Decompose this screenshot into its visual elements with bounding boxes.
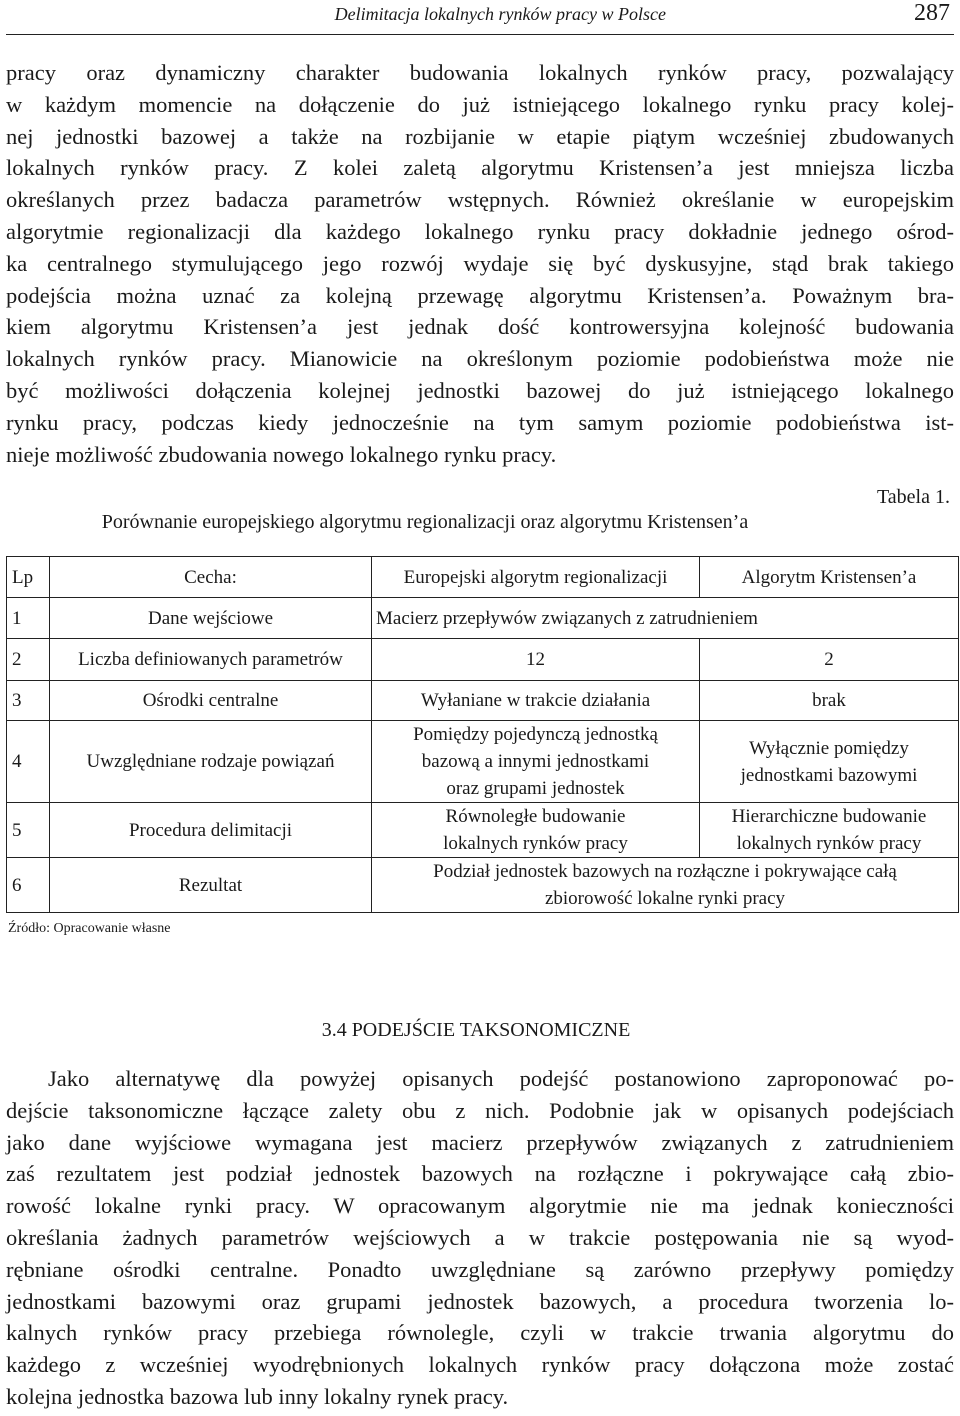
row-number: 1 <box>7 598 50 639</box>
table-row <box>7 803 959 858</box>
section-heading-text: 3.4 PODEJŚCIE TAKSONOMICZNE <box>321 1019 631 1041</box>
row-feature: Rezultat <box>50 858 372 913</box>
cell-line: jednostkami bazowymi <box>740 764 918 786</box>
text-line: rębniane ośrodki centralne. Ponadto uwzględniane są zarówno przepływy pomiędzy <box>6 1256 954 1282</box>
text-line: Jako alternatywę dla powyżej opisanych podejść postanowiono zaproponować po- <box>48 1066 954 1091</box>
running-title: Delimitacja lokalnych rynków pracy w Polsce <box>334 4 666 24</box>
table-row <box>7 639 959 681</box>
text-line: rowość lokalne rynki pracy. W opracowanym algorytmie nie ma jednak konieczności <box>6 1193 954 1219</box>
text-line: nej jednostki bazowej a także na rozbijanie w etapie piątym wcześniej zbudowanych <box>6 123 954 149</box>
table-row <box>7 858 959 913</box>
row-feature: Uwzględniane rodzaje powiązań <box>50 721 372 803</box>
text-line: dejście taksonomiczne łączące zalety obu z nich. Podobnie jak w opisanych podejściach <box>6 1097 954 1123</box>
header-feature: Cecha: <box>50 557 372 598</box>
running-header <box>6 0 954 35</box>
table-row <box>7 721 959 803</box>
row-european-value <box>372 721 700 803</box>
text-line: lokalnych rynków pracy. Mianowicie na określonym poziomie podobieństwa może nie <box>6 346 954 372</box>
text-line: nieje możliwość zbudowania nowego lokalnego rynku pracy. <box>6 441 557 467</box>
page-number: 287 <box>914 0 950 26</box>
row-kristensen-value: brak <box>700 681 959 721</box>
text-line: każdego z wcześniej wyodrębnionych lokalnych rynków pracy dołączona może zostać <box>6 1352 954 1378</box>
row-european-value <box>372 803 700 858</box>
header-european: Europejski algorytm regionalizacji <box>372 557 700 598</box>
text-line: lokalnych rynków pracy. Z kolei zaletą algorytmu Kristensen’a jest mniejsza liczba <box>6 155 954 181</box>
header-lp: Lp <box>7 557 50 598</box>
table-caption: Porównanie europejskiego algorytmu regionalizacji oraz algorytmu Kristensen’a <box>101 511 749 533</box>
row-number: 3 <box>7 681 50 721</box>
text-line: kiem algorytmu Kristensen’a jest jednak dość kontrowersyjna kolejność budowania <box>6 314 954 340</box>
header-kristensen: Algorytm Kristensen’a <box>700 557 959 598</box>
text-line: kalnych rynków pracy przebiega równolegle, czyli w trakcie trwania algorytmu do <box>6 1320 954 1346</box>
row-european-value: 12 <box>372 639 700 681</box>
row-number: 4 <box>7 721 50 803</box>
row-merged-value: Macierz przepływów związanych z zatrudnieniem <box>372 598 959 639</box>
text-line: zaś rezultatem jest podział jednostek bazowych na rozłączne i pokrywające całą zbio- <box>6 1161 954 1187</box>
table-header-row <box>7 557 959 598</box>
cell-line: Podział jednostek bazowych na rozłączne i pokrywające całą <box>433 861 897 882</box>
cell-line: lokalnych rynków pracy <box>736 833 922 854</box>
cell-line: lokalnych rynków pracy <box>443 833 628 854</box>
text-line: podejścia można uznać za kolejną przewagę algorytmu Kristensen’a. Poważnym bra- <box>6 282 954 308</box>
table-row <box>7 681 959 721</box>
row-feature: Procedura delimitacji <box>50 803 372 858</box>
cell-line: Pomiędzy pojedynczą jednostką <box>413 724 658 745</box>
row-kristensen-value: 2 <box>700 639 959 681</box>
cell-line: zbiorowość lokalne rynki pracy <box>544 888 786 909</box>
body-paragraph-2 <box>6 1063 954 1413</box>
text-line: jako dane wyjściowe wymagana jest macierz przepływów związanych z zatrudnieniem <box>6 1129 954 1155</box>
table-source-note: Źródło: Opracowanie własne <box>8 921 171 936</box>
body-paragraph-1 <box>6 57 954 470</box>
table-row <box>7 598 959 639</box>
text-line: ka centralnego stymulującego jego rozwój wydaje się być dyskusyjne, stąd brak takiego <box>6 250 954 276</box>
row-feature: Ośrodki centralne <box>50 681 372 721</box>
comparison-table <box>6 556 959 913</box>
cell-line: oraz grupami jednostek <box>446 778 625 799</box>
row-merged-value <box>372 858 959 913</box>
text-line: kolejna jednostka bazowa lub inny lokalny rynek pracy. <box>6 1383 509 1409</box>
text-line: określanych przez badacza parametrów wstępnych. Również określanie w europejskim <box>6 187 954 213</box>
row-european-value: Wyłaniane w trakcie działania <box>372 681 700 721</box>
text-line: w każdym momencie na dołączenie do już istniejącego lokalnego rynku pracy kolej- <box>6 91 954 117</box>
row-feature: Liczba definiowanych parametrów <box>50 639 372 681</box>
table-label: Tabela 1. <box>876 486 950 508</box>
text-line: pracy oraz dynamiczny charakter budowania lokalnych rynków pracy, pozwalający <box>6 60 954 85</box>
row-kristensen-value <box>700 721 959 803</box>
text-line: jednostkami bazowymi oraz grupami jednostek bazowych, a procedura tworzenia lo- <box>6 1288 954 1314</box>
cell-line: Równoległe budowanie <box>445 806 626 827</box>
text-line: być możliwości dołączenia kolejnej jednostki bazowej do już istniejącego lokalnego <box>6 377 954 403</box>
row-number: 6 <box>7 858 50 913</box>
text-line: algorytmie regionalizacji dla każdego lokalnego rynku pracy dokładnie jednego ośrod- <box>6 218 954 244</box>
section-heading <box>0 1019 960 1042</box>
row-kristensen-value <box>700 803 959 858</box>
cell-line: bazową a innymi jednostkami <box>421 751 650 772</box>
text-line: określania żadnych parametrów wejściowych a w trakcie postępowania nie są wyod- <box>6 1224 954 1250</box>
row-number: 2 <box>7 639 50 681</box>
row-feature: Dane wejściowe <box>50 598 372 639</box>
cell-line: Wyłącznie pomiędzy <box>749 737 909 759</box>
cell-line: Hierarchiczne budowanie <box>731 806 927 827</box>
text-line: rynku pracy, podczas kiedy jednocześnie na tym samym poziomie podobieństwa ist- <box>6 409 954 435</box>
row-number: 5 <box>7 803 50 858</box>
